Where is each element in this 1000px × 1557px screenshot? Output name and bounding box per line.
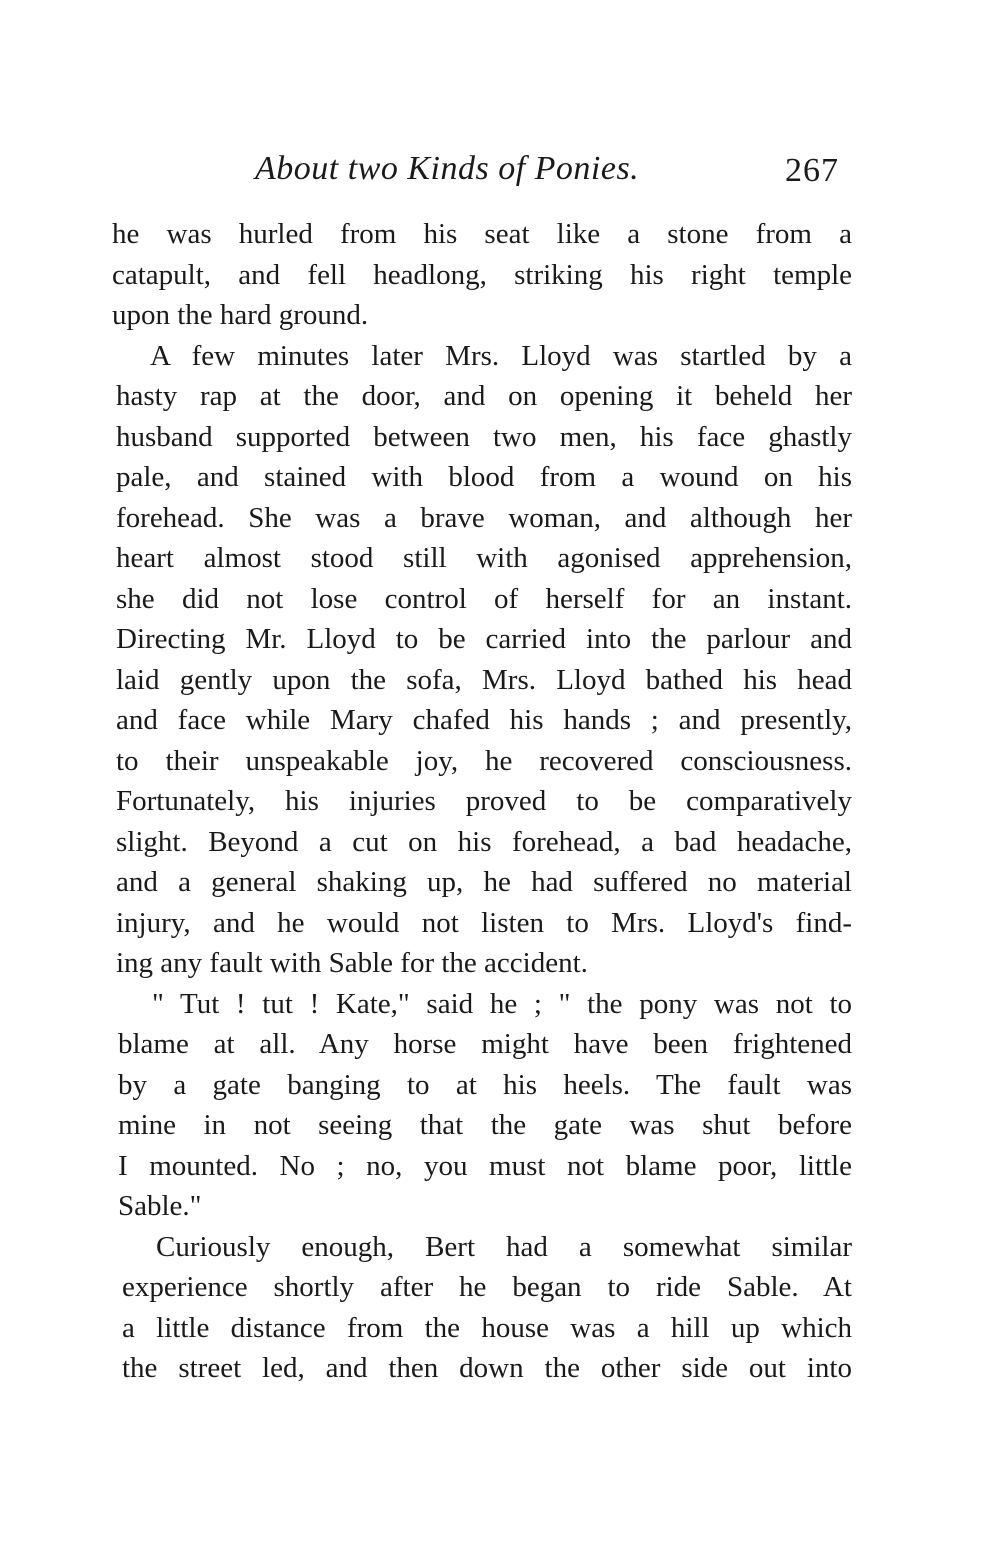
- text-line: Fortunately, his injuries proved to be comparatively: [116, 785, 852, 817]
- text-line: ing any fault with Sable for the accident.: [116, 947, 588, 979]
- text-line: hasty rap at the door, and on opening it beheld her: [116, 380, 852, 412]
- paragraph: [112, 214, 852, 336]
- paragraph: [122, 1227, 852, 1389]
- text-line: mine in not seeing that the gate was shut before: [118, 1109, 852, 1141]
- text-line: he was hurled from his seat like a stone from a: [112, 218, 852, 250]
- text-line: a little distance from the house was a hill up which: [122, 1311, 852, 1344]
- text-line: Sable.": [118, 1190, 202, 1222]
- running-head: [255, 150, 845, 200]
- text-line: injury, and he would not listen to Mrs. Lloyd's find-: [116, 906, 852, 939]
- text-line: " Tut ! tut ! Kate," said he ; " the pony was not to: [152, 987, 852, 1020]
- text-line: Curiously enough, Bert had a somewhat similar: [156, 1230, 852, 1263]
- text-line: the street led, and then down the other side out into: [122, 1352, 852, 1384]
- text-line: to their unspeakable joy, he recovered consciousness.: [116, 744, 852, 777]
- body-text: [112, 214, 852, 1389]
- text-line: by a gate banging to at his heels. The fault was: [118, 1068, 852, 1101]
- page-number: 267: [785, 152, 839, 189]
- text-line: pale, and stained with blood from a wound on his: [116, 461, 852, 493]
- text-line: blame at all. Any horse might have been frightened: [118, 1028, 852, 1060]
- text-line: she did not lose control of herself for an instant.: [116, 582, 852, 615]
- text-line: slight. Beyond a cut on his forehead, a bad headache,: [116, 825, 852, 858]
- text-line: and face while Mary chafed his hands ; and presently,: [116, 704, 852, 736]
- text-line: Directing Mr. Lloyd to be carried into the parlour and: [116, 623, 852, 655]
- text-line: forehead. She was a brave woman, and although her: [116, 501, 852, 534]
- paragraph: [118, 984, 852, 1227]
- text-line: heart almost stood still with agonised apprehension,: [116, 542, 852, 574]
- running-title: About two Kinds of Ponies.: [255, 150, 640, 187]
- text-line: I mounted. No ; no, you must not blame poor, little: [118, 1149, 852, 1182]
- text-line: upon the hard ground.: [112, 299, 369, 331]
- text-line: and a general shaking up, he had suffered no material: [116, 866, 852, 898]
- text-line: husband supported between two men, his face ghastly: [116, 420, 852, 453]
- text-line: catapult, and fell headlong, striking his right temple: [112, 258, 852, 291]
- paragraph: [116, 336, 852, 984]
- text-line: A few minutes later Mrs. Lloyd was startled by a: [150, 339, 852, 372]
- text-line: experience shortly after he began to ride Sable. At: [122, 1271, 852, 1303]
- text-line: laid gently upon the sofa, Mrs. Lloyd bathed his head: [116, 663, 852, 696]
